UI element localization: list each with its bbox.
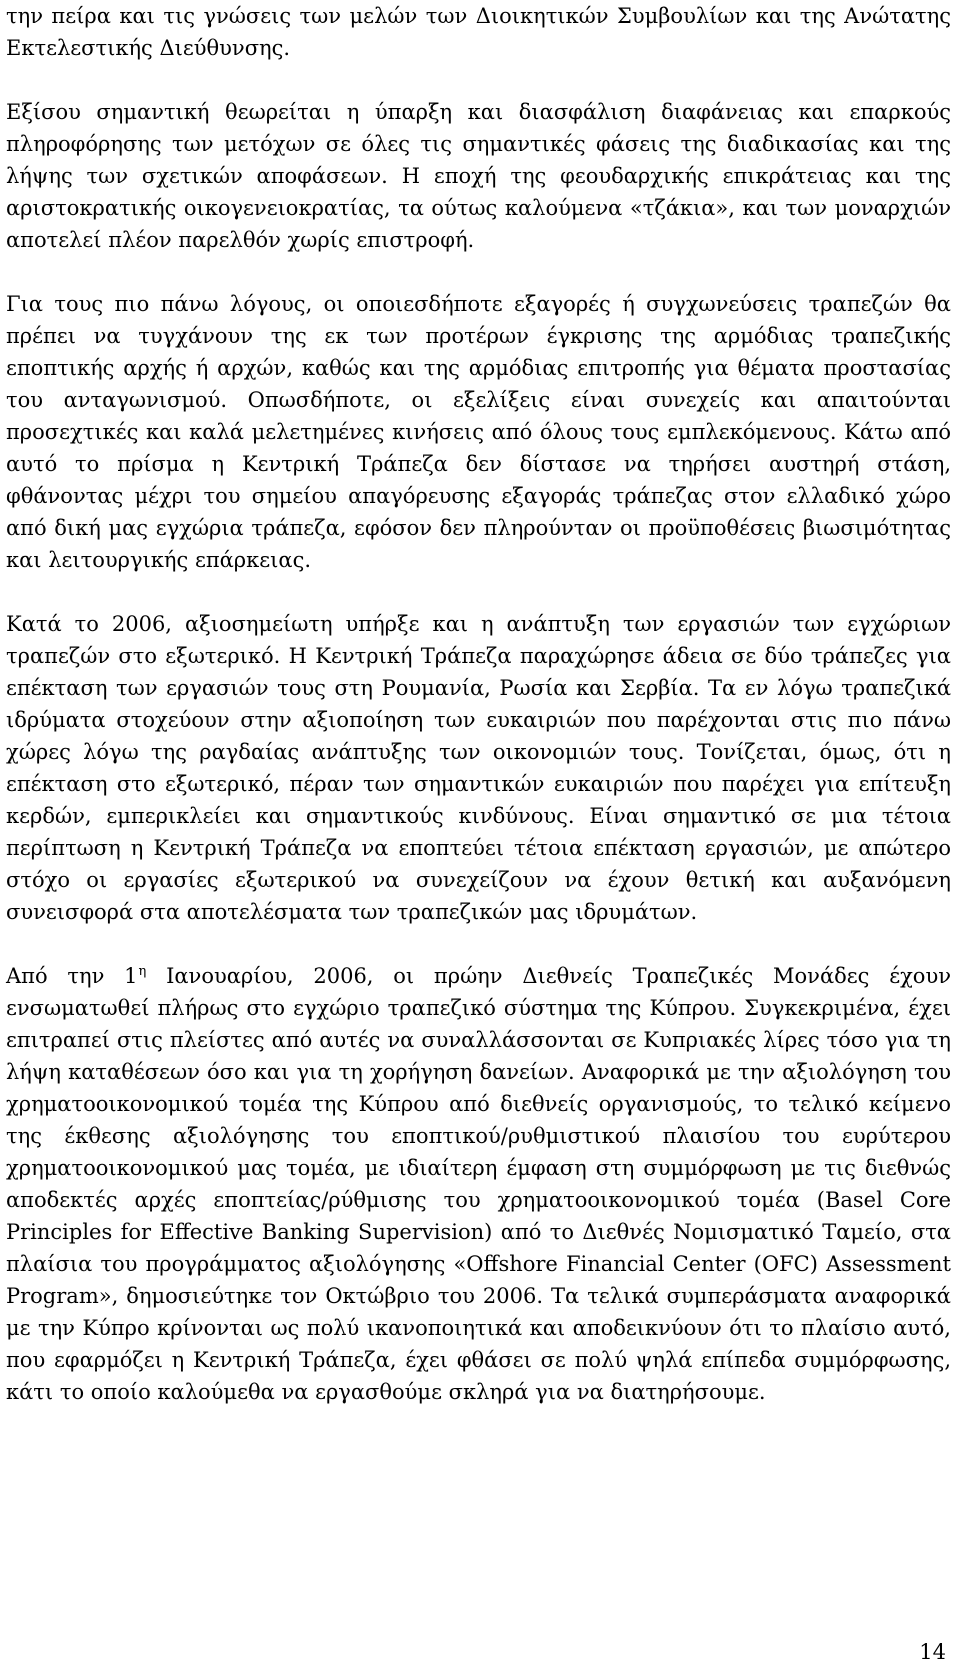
paragraph-5: [6, 960, 951, 1408]
ordinal-superscript: η: [138, 964, 147, 979]
paragraph-5-start: Από την 1: [6, 964, 138, 988]
paragraph-5-rest: Ιανουαρίου, 2006, οι πρώην Διεθνείς Τραπεζικές Μονάδες έχουν ενσωματωθεί πλήρως στο εγχώριο τραπεζικό σύστημα της Κύπρου. Συγκεκριμένα, έχει επιτραπεί στις πλείστες από αυτές να συναλλάσσονται σε Κυπριακές λίρες τόσο για τη λήψη καταθέσεων όσο και για τη χορήγηση δανείων. Αναφορικά με την αξιολόγηση του χρηματοοικονομικού τομέα της Κύπρου από διεθνείς οργανισμούς, το τελικό κείμενο της έκθεσης αξιολόγησης του εποπτικού/ρυθμιστικού πλαισίου του ευρύτερου χρηματοοικονομικού μας τομέα, με ιδιαίτερη έμφαση στη συμμόρφωση με τις διεθνώς αποδεκτές αρχές εποπτείας/ρύθμισης του χρηματοοικονομικού τομέα (Basel Core Principles for Effective Banking Supervision) από το Διεθνές Νομισματικό Ταμείο, στα πλαίσια του προγράμματος αξιολόγησης «Offshore Financial Center (OFC) Assessment Program», δημοσιεύτηκε τον Οκτώβριο του 2006. Τα τελικά συμπεράσματα αναφορικά με την Κύπρο κρίνονται ως πολύ ικανοποιητικά και αποδεικνύουν ότι το πλαίσιο αυτό, που εφαρμόζει η Κεντρική Τράπεζα, έχει φθάσει σε πολύ ψηλά επίπεδα συμμόρφωσης, κάτι το οποίο καλούμεθα να εργασθούμε σκληρά για να διατηρήσουμε.: [6, 964, 951, 1404]
paragraph-4: Κατά το 2006, αξιοσημείωτη υπήρξε και η ανάπτυξη των εργασιών των εγχώριων τραπεζών στο εξωτερικό. Η Κεντρική Τράπεζα παραχώρησε άδεια σε δύο τράπεζες για επέκταση των εργασιών τους στη Ρουμανία, Ρωσία και Σερβία. Τα εν λόγω τραπεζικά ιδρύματα στοχεύουν στην αξιοποίηση των ευκαιριών που παρέχονται στις πιο πάνω χώρες λόγω της ραγδαίας ανάπτυξης των οικονομιών τους. Τονίζεται, όμως, ότι η επέκταση στο εξωτερικό, πέραν των σημαντικών ευκαιριών που παρέχει για επίτευξη κερδών, εμπερικλείει και σημαντικούς κινδύνους. Είναι σημαντικό σε μια τέτοια περίπτωση η Κεντρική Τράπεζα να εποπτεύει τέτοια επέκταση εργασιών, με απώτερο στόχο οι εργασίες εξωτερικού να συνεχείζουν να έχουν θετική και αυξανόμενη συνεισφορά στα αποτελέσματα των τραπεζικών μας ιδρυμάτων.: [6, 612, 951, 924]
paragraph-3: Για τους πιο πάνω λόγους, οι οποιεσδήποτε εξαγορές ή συγχωνεύσεις τραπεζών θα πρέπει να τυγχάνουν της εκ των προτέρων έγκρισης της αρμόδιας τραπεζικής εποπτικής αρχής ή αρχών, καθώς και της αρμόδιας επιτροπής για θέματα προστασίας του ανταγωνισμού. Οπωσδήποτε, οι εξελίξεις είναι συνεχείς και απαιτούνται προσεχτικές και καλά μελετημένες κινήσεις από όλους τους εμπλεκόμενους. Κάτω από αυτό το πρίσμα η Κεντρική Τράπεζα δεν δίστασε να τηρήσει αυστηρή στάση, φθάνοντας μέχρι του σημείου απαγόρευσης εξαγοράς τράπεζας στον ελλαδικό χώρο από δική μας εγχώρια τράπεζα, εφόσον δεν πληρούνταν οι προϋποθέσεις βιωσιμότητας και λειτουργικής επάρκειας.: [6, 292, 951, 572]
paragraph-2: Εξίσου σημαντική θεωρείται η ύπαρξη και διασφάλιση διαφάνειας και επαρκούς πληροφόρησης των μετόχων σε όλες τις σημαντικές φάσεις της διαδικασίας και της λήψης των σχετικών αποφάσεων. Η εποχή της φεουδαρχικής επικράτειας και της αριστοκρατικής οικογενειοκρατίας, τα ούτως καλούμενα «τζάκια», και των μοναρχιών αποτελεί πλέον παρελθόν χωρίς επιστροφή.: [6, 100, 951, 252]
paragraph-1: την πείρα και τις γνώσεις των μελών των Διοικητικών Συμβουλίων και της Ανώτατης Εκτελεστικής Διεύθυνσης.: [6, 4, 951, 60]
page-number: 14: [919, 1640, 946, 1664]
